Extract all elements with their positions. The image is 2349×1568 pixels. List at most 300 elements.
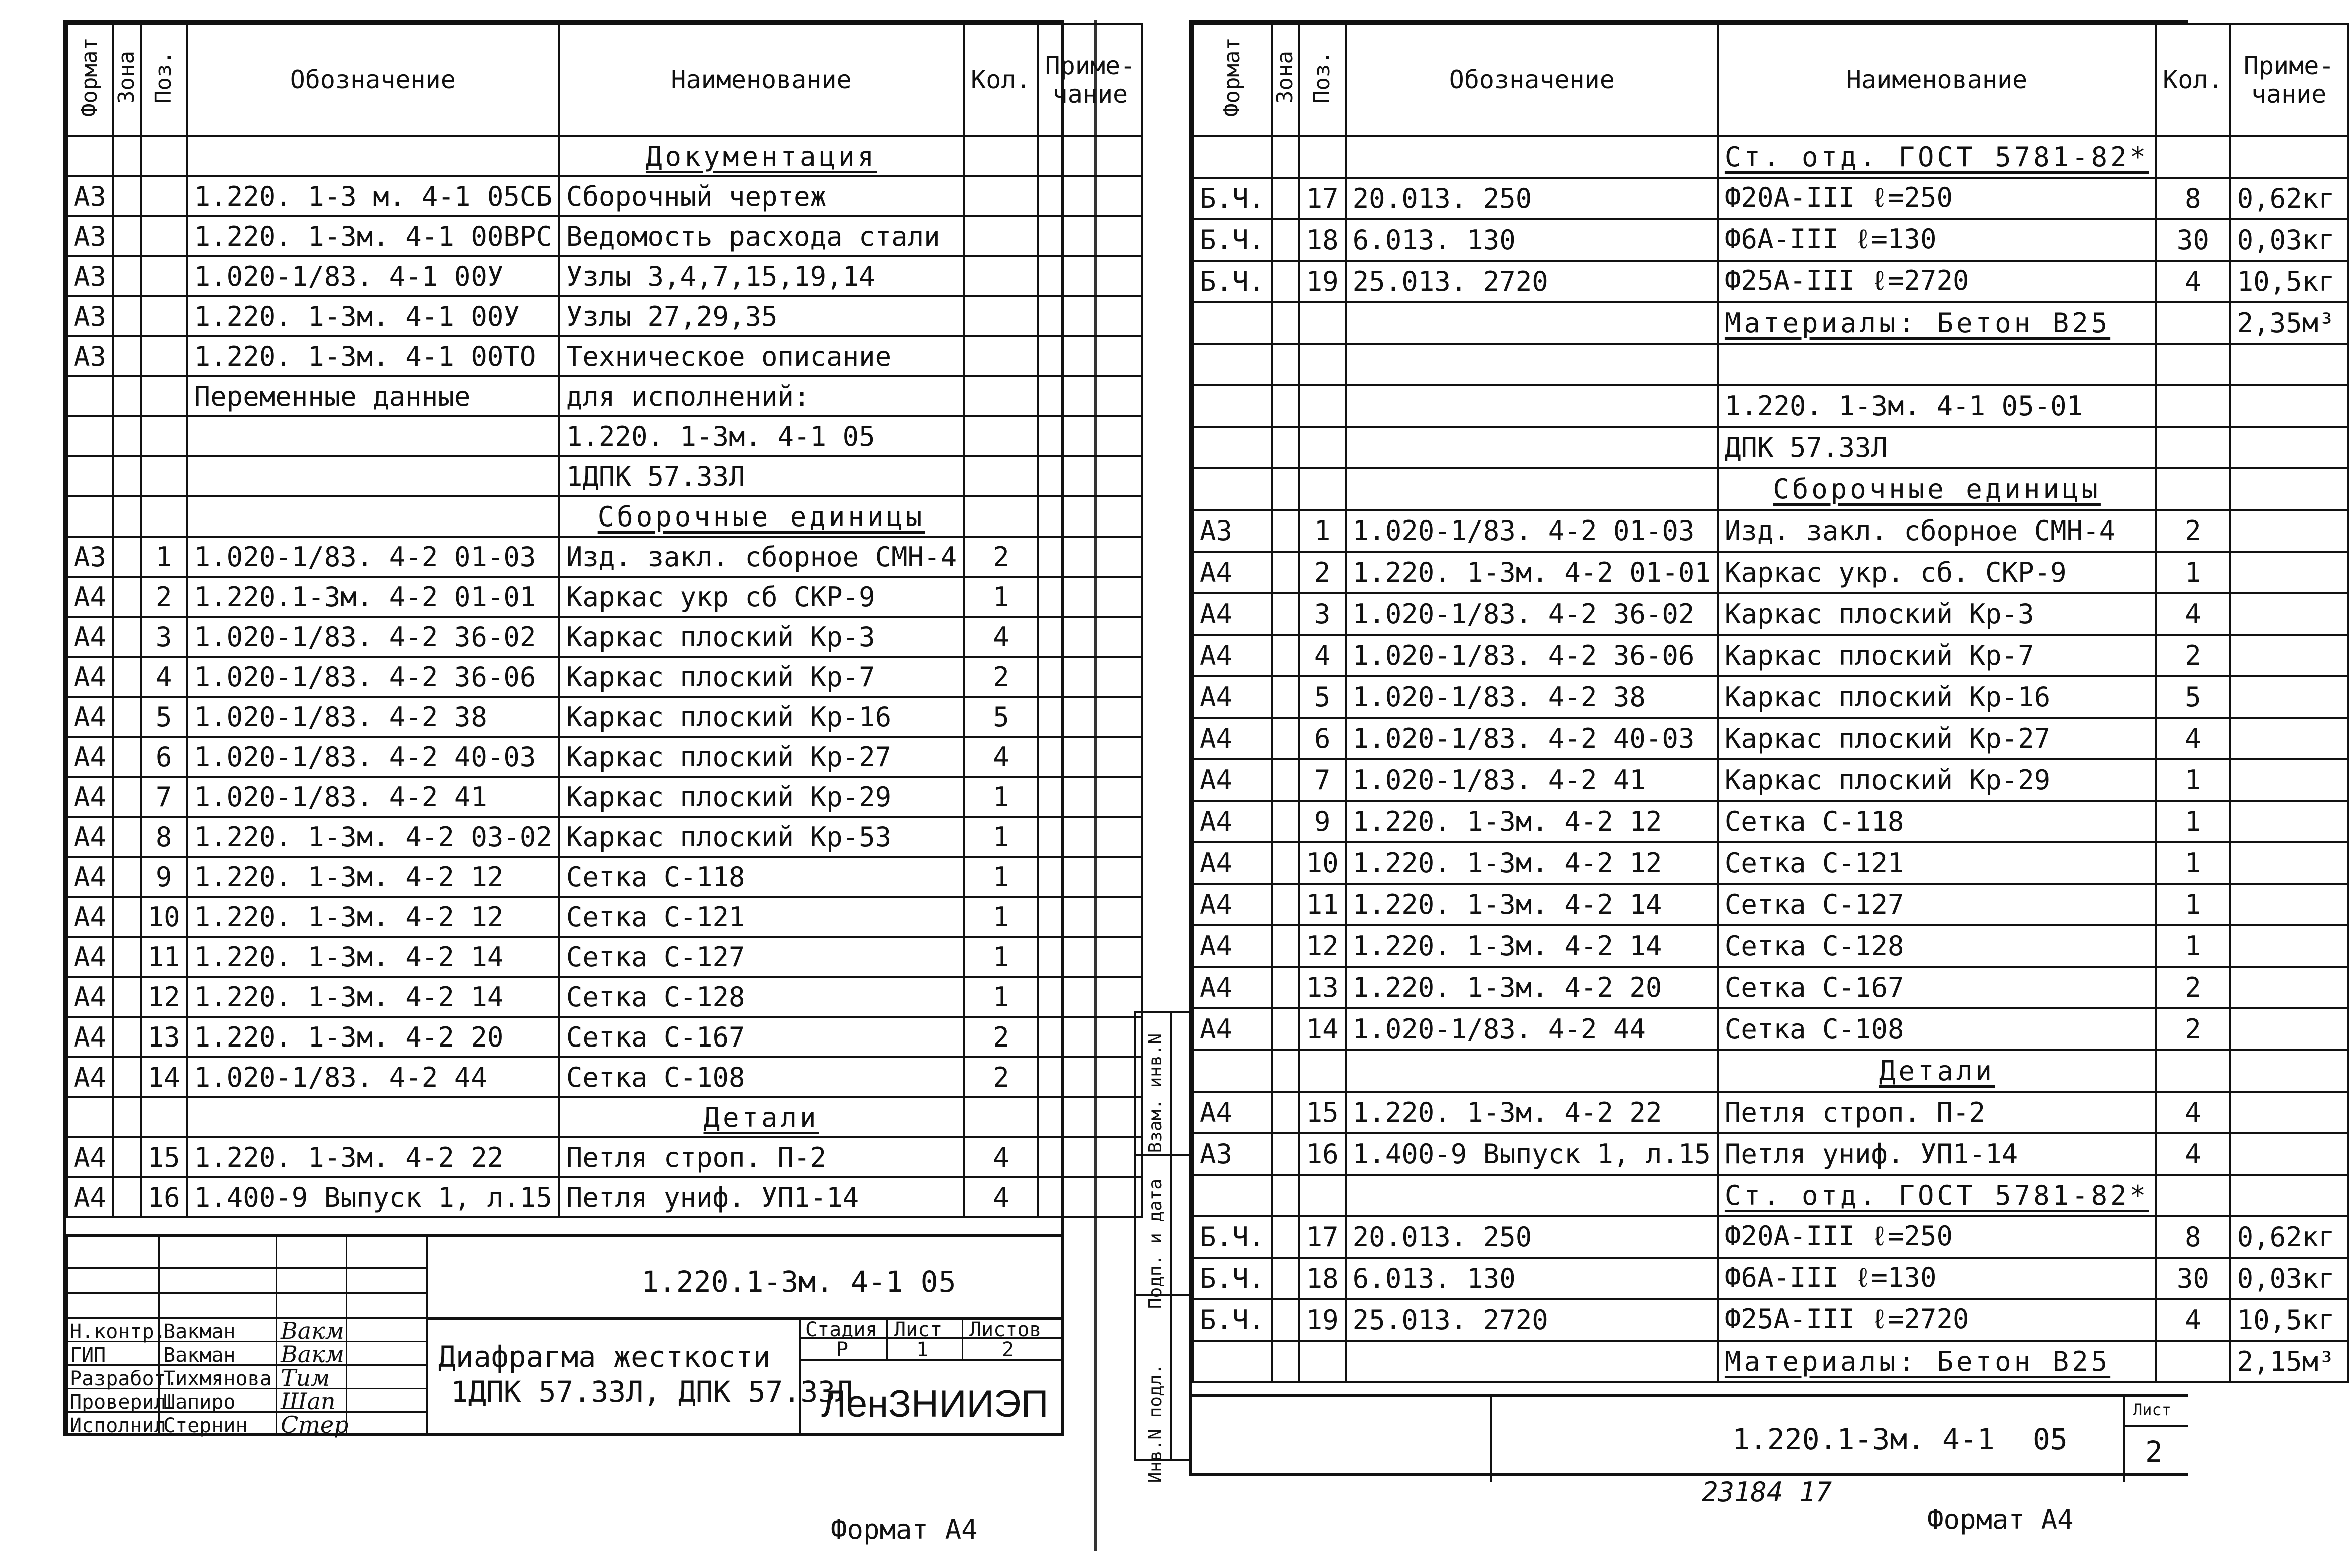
cell-name: Ф25А-III ℓ=2720 — [1718, 261, 2156, 302]
cell-qty — [2156, 136, 2230, 178]
cell-pos: 7 — [1299, 759, 1346, 801]
cell-designation: 1.020-1/83. 4-2 01-03 — [187, 537, 559, 577]
col-name-header: Наименование — [559, 24, 964, 136]
name-razrabotal: Тихмянова — [163, 1367, 272, 1390]
cell-note — [1038, 617, 1143, 657]
cell-pos — [141, 1097, 187, 1137]
cell-note — [1038, 136, 1143, 176]
cell-zone — [1272, 385, 1299, 427]
cell-note — [2230, 427, 2348, 468]
cell-format: A4 — [67, 937, 113, 977]
cell-format: A4 — [67, 977, 113, 1017]
cell-designation — [1346, 385, 1718, 427]
table-row — [1193, 676, 2348, 718]
cell-format — [67, 1097, 113, 1137]
cell-zone — [1272, 1133, 1299, 1175]
cell-pos — [141, 136, 187, 176]
table-row — [1193, 1092, 2348, 1133]
name-n-control: Вакман — [163, 1320, 236, 1343]
cell-pos: 11 — [141, 937, 187, 977]
cell-pos — [1299, 344, 1346, 385]
cell-note — [1038, 977, 1143, 1017]
cell-name: Документация — [559, 136, 964, 176]
cell-zone — [113, 416, 141, 456]
cell-pos — [141, 336, 187, 376]
table-row — [1193, 385, 2348, 427]
cell-qty — [964, 376, 1038, 416]
cell-pos: 18 — [1299, 219, 1346, 261]
cell-note — [2230, 1133, 2348, 1175]
sheet-label: Лист — [894, 1318, 943, 1341]
cell-qty — [964, 176, 1038, 216]
cell-designation — [187, 1097, 559, 1137]
cell-note — [2230, 967, 2348, 1008]
cell-name: 1.220. 1-3м. 4-1 05-01 — [1718, 385, 2156, 427]
cell-zone — [113, 1017, 141, 1057]
col-zone-header: Зона — [113, 24, 141, 136]
cell-zone — [113, 256, 141, 296]
cell-format: A4 — [1193, 801, 1272, 842]
cell-note — [1038, 1057, 1143, 1097]
cell-qty — [2156, 302, 2230, 344]
col-zone-header: Зона — [1272, 24, 1299, 136]
cell-qty — [964, 216, 1038, 256]
cell-name: Каркас плоский Кр-3 — [1718, 593, 2156, 635]
side-label-inv-podl: Инв.N подл. — [1145, 1364, 1166, 1483]
cell-pos: 14 — [1299, 1008, 1346, 1050]
cell-format: A3 — [67, 176, 113, 216]
role-gip: ГИП — [70, 1344, 106, 1367]
cell-designation — [187, 136, 559, 176]
cell-zone — [113, 216, 141, 256]
table-row — [67, 376, 1142, 416]
cell-name: Сетка С-167 — [559, 1017, 964, 1057]
cell-zone — [113, 897, 141, 937]
col-qty-header: Кол. — [2156, 24, 2230, 136]
table-row — [1193, 302, 2348, 344]
cell-pos — [1299, 1341, 1346, 1382]
drawing-title-line1: Диафрагма жесткости — [438, 1340, 771, 1374]
cell-name: Материалы: Бетон В25 — [1718, 1341, 2156, 1382]
cell-pos: 8 — [141, 817, 187, 857]
cell-note — [2230, 1008, 2348, 1050]
cell-format: A3 — [1193, 1133, 1272, 1175]
cell-format: A4 — [67, 817, 113, 857]
name-proveril: Шапиро — [163, 1391, 236, 1414]
cell-note: 10,5кг — [2230, 1299, 2348, 1341]
cell-qty — [964, 336, 1038, 376]
cell-qty — [2156, 468, 2230, 510]
table-row — [67, 857, 1142, 897]
cell-qty: 1 — [964, 857, 1038, 897]
cell-qty: 1 — [964, 777, 1038, 817]
cell-name: 1.220. 1-3м. 4-1 05 — [559, 416, 964, 456]
cell-qty — [2156, 427, 2230, 468]
stage-label: Стадия — [805, 1318, 878, 1341]
cell-name: Изд. закл. сборное СМН-4 — [559, 537, 964, 577]
cell-zone — [1272, 1216, 1299, 1258]
cell-zone — [1272, 759, 1299, 801]
cell-qty: 4 — [2156, 1133, 2230, 1175]
cell-designation — [1346, 136, 1718, 178]
right-title-block — [1192, 1394, 2188, 1479]
cell-zone — [1272, 552, 1299, 593]
cell-designation — [1346, 468, 1718, 510]
cell-name: Материалы: Бетон В25 — [1718, 302, 2156, 344]
cell-note: 0,03кг — [2230, 1258, 2348, 1299]
cell-pos: 1 — [1299, 510, 1346, 552]
cell-pos: 3 — [1299, 593, 1346, 635]
role-ispolnil: Исполнил — [70, 1414, 166, 1437]
cell-name: Петля униф. УП1-14 — [1718, 1133, 2156, 1175]
cell-format — [1193, 302, 1272, 344]
table-row — [1193, 801, 2348, 842]
cell-note — [1038, 737, 1143, 777]
col-note-header: Приме- чание — [2230, 24, 2348, 136]
cell-zone — [1272, 1008, 1299, 1050]
cell-format: A3 — [67, 256, 113, 296]
cell-qty: 4 — [964, 1177, 1038, 1217]
cell-designation: 1.020-1/83. 4-1 00У — [187, 256, 559, 296]
cell-pos: 5 — [141, 697, 187, 737]
cell-format: A4 — [1193, 552, 1272, 593]
cell-name: Ф20А-III ℓ=250 — [1718, 1216, 2156, 1258]
cell-name: Ф25А-III ℓ=2720 — [1718, 1299, 2156, 1341]
table-header — [67, 24, 1142, 136]
table-row — [1193, 1175, 2348, 1216]
cell-designation: 1.220. 1-3м. 4-2 12 — [1346, 842, 1718, 884]
cell-format: A3 — [1193, 510, 1272, 552]
signature-n-control: Вакм — [281, 1317, 344, 1344]
cell-designation: 1.220. 1-3м. 4-2 03-02 — [187, 817, 559, 857]
cell-qty — [964, 136, 1038, 176]
signature-proveril: Шап — [281, 1388, 336, 1415]
cell-pos: 7 — [141, 777, 187, 817]
cell-designation — [187, 456, 559, 496]
signature-gip: Вакм — [281, 1341, 344, 1368]
cell-format — [67, 416, 113, 456]
table-row — [1193, 759, 2348, 801]
cell-name: Каркас плоский Кр-29 — [1718, 759, 2156, 801]
role-proveril: Проверил — [70, 1391, 166, 1414]
cell-name: Петля униф. УП1-14 — [559, 1177, 964, 1217]
table-row — [1193, 1133, 2348, 1175]
cell-zone — [113, 937, 141, 977]
cell-zone — [113, 697, 141, 737]
cell-format: A4 — [67, 577, 113, 617]
cell-name: Каркас плоский Кр-16 — [559, 697, 964, 737]
cell-note — [2230, 801, 2348, 842]
cell-qty — [964, 416, 1038, 456]
table-row — [1193, 842, 2348, 884]
cell-qty: 2 — [964, 1057, 1038, 1097]
cell-format: A4 — [1193, 759, 1272, 801]
cell-name: ДПК 57.33Л — [1718, 427, 2156, 468]
table-row — [67, 937, 1142, 977]
cell-designation — [1346, 1341, 1718, 1382]
table-row — [1193, 261, 2348, 302]
cell-note — [2230, 842, 2348, 884]
cell-name: Каркас плоский Кр-27 — [1718, 718, 2156, 759]
cell-zone — [1272, 967, 1299, 1008]
cell-note — [1038, 416, 1143, 456]
cell-zone — [1272, 925, 1299, 967]
cell-designation: 6.013. 130 — [1346, 1258, 1718, 1299]
cell-designation: 1.020-1/83. 4-2 36-06 — [187, 657, 559, 697]
cell-pos: 14 — [141, 1057, 187, 1097]
cell-name: Ведомость расхода стали — [559, 216, 964, 256]
signature-ispolnil: Стер — [281, 1411, 349, 1438]
cell-name: Сборочный чертеж — [559, 176, 964, 216]
table-row — [67, 577, 1142, 617]
cell-qty: 2 — [964, 657, 1038, 697]
table-row — [67, 1177, 1142, 1217]
right-sheet-label: Лист — [2133, 1400, 2172, 1419]
cell-zone — [113, 817, 141, 857]
cell-format — [1193, 468, 1272, 510]
col-note-header: Приме- чание — [1038, 24, 1143, 136]
cell-pos: 12 — [141, 977, 187, 1017]
table-row — [1193, 136, 2348, 178]
cell-pos: 4 — [1299, 635, 1346, 676]
cell-qty: 4 — [964, 737, 1038, 777]
cell-designation: 1.020-1/83. 4-2 38 — [1346, 676, 1718, 718]
cell-name: Сетка С-108 — [1718, 1008, 2156, 1050]
cell-pos — [141, 176, 187, 216]
cell-note — [2230, 136, 2348, 178]
cell-pos: 10 — [141, 897, 187, 937]
cell-format: A4 — [1193, 884, 1272, 925]
cell-name: Узлы 27,29,35 — [559, 296, 964, 336]
cell-pos: 16 — [1299, 1133, 1346, 1175]
cell-format: A3 — [67, 537, 113, 577]
cell-qty — [964, 296, 1038, 336]
table-row — [67, 456, 1142, 496]
col-pos-header: Поз. — [1299, 24, 1346, 136]
cell-pos — [1299, 1175, 1346, 1216]
cell-note — [1038, 336, 1143, 376]
cell-designation: 1.220. 1-3м. 4-1 00У — [187, 296, 559, 336]
table-row — [67, 296, 1142, 336]
cell-name: Узлы 3,4,7,15,19,14 — [559, 256, 964, 296]
cell-name: Сетка С-167 — [1718, 967, 2156, 1008]
cell-note — [1038, 376, 1143, 416]
cell-format — [67, 136, 113, 176]
cell-designation — [1346, 1175, 1718, 1216]
cell-note — [1038, 296, 1143, 336]
cell-pos — [141, 496, 187, 537]
cell-note — [1038, 777, 1143, 817]
table-row — [1193, 427, 2348, 468]
archive-number: 23184 17 — [1702, 1476, 1832, 1508]
cell-zone — [1272, 136, 1299, 178]
cell-pos: 3 — [141, 617, 187, 657]
col-pos-header: Поз. — [141, 24, 187, 136]
stage-value: Р — [836, 1338, 849, 1361]
cell-note — [2230, 1092, 2348, 1133]
cell-name: Изд. закл. сборное СМН-4 — [1718, 510, 2156, 552]
cell-pos: 9 — [1299, 801, 1346, 842]
cell-name: Каркас плоский Кр-16 — [1718, 676, 2156, 718]
spec-sheet-2 — [1189, 20, 2335, 1476]
cell-format: Б.Ч. — [1193, 1216, 1272, 1258]
cell-name: Детали — [1718, 1050, 2156, 1092]
cell-format: A4 — [67, 1137, 113, 1177]
cell-designation: 1.220. 1-3м. 4-1 00ВРС — [187, 216, 559, 256]
cell-qty — [2156, 1341, 2230, 1382]
format-caption-left: Формат А4 — [831, 1514, 978, 1545]
cell-format — [67, 376, 113, 416]
cell-zone — [1272, 801, 1299, 842]
cell-name: Каркас плоский Кр-27 — [559, 737, 964, 777]
name-gip: Вакман — [163, 1344, 236, 1367]
cell-format: A4 — [1193, 1092, 1272, 1133]
cell-note — [1038, 256, 1143, 296]
cell-format — [1193, 1050, 1272, 1092]
cell-note — [1038, 1137, 1143, 1177]
cell-zone — [113, 657, 141, 697]
cell-format: A3 — [67, 216, 113, 256]
cell-qty: 4 — [2156, 1092, 2230, 1133]
cell-format: A4 — [1193, 967, 1272, 1008]
table-row — [1193, 1050, 2348, 1092]
cell-name: Каркас плоский Кр-29 — [559, 777, 964, 817]
table-row — [1193, 219, 2348, 261]
table-row — [1193, 1008, 2348, 1050]
table-row — [67, 1057, 1142, 1097]
cell-name — [1718, 344, 2156, 385]
cell-designation: 1.220.1-3м. 4-2 01-01 — [187, 577, 559, 617]
side-label-vzam-inv: Взам. инв.N — [1145, 1033, 1166, 1153]
name-ispolnil: Стернин — [163, 1414, 248, 1437]
cell-name: Сетка С-127 — [559, 937, 964, 977]
cell-format: A4 — [67, 777, 113, 817]
cell-designation: 1.020-1/83. 4-2 44 — [1346, 1008, 1718, 1050]
format-caption-right: Формат А4 — [1927, 1504, 2074, 1535]
cell-format: A4 — [67, 657, 113, 697]
cell-zone — [1272, 468, 1299, 510]
cell-zone — [1272, 635, 1299, 676]
cell-pos: 16 — [141, 1177, 187, 1217]
cell-format: A4 — [67, 617, 113, 657]
cell-note — [1038, 496, 1143, 537]
cell-zone — [1272, 178, 1299, 219]
cell-name: Сетка С-118 — [1718, 801, 2156, 842]
table-row — [1193, 468, 2348, 510]
cell-format: Б.Ч. — [1193, 261, 1272, 302]
spec-sheet-1 — [63, 20, 1136, 1438]
cell-pos: 19 — [1299, 1299, 1346, 1341]
cell-qty: 1 — [2156, 801, 2230, 842]
cell-pos — [1299, 136, 1346, 178]
cell-zone — [1272, 261, 1299, 302]
cell-zone — [113, 537, 141, 577]
cell-designation: 1.220. 1-3м. 4-2 22 — [1346, 1092, 1718, 1133]
cell-qty: 1 — [964, 977, 1038, 1017]
col-format-header: Формат — [1193, 24, 1272, 136]
cell-designation: 1.220. 1-3м. 4-2 20 — [187, 1017, 559, 1057]
cell-zone — [1272, 427, 1299, 468]
spec-table-right-body — [1193, 24, 2348, 1382]
cell-name: Сетка С-118 — [559, 857, 964, 897]
cell-name: Сетка С-128 — [559, 977, 964, 1017]
cell-format: A4 — [1193, 842, 1272, 884]
cell-note — [1038, 657, 1143, 697]
cell-designation: 6.013. 130 — [1346, 219, 1718, 261]
cell-note — [1038, 857, 1143, 897]
cell-name: Сетка С-121 — [1718, 842, 2156, 884]
cell-zone — [113, 1177, 141, 1217]
table-row — [67, 496, 1142, 537]
cell-format: A4 — [67, 1017, 113, 1057]
cell-format: Б.Ч. — [1193, 1258, 1272, 1299]
cell-format — [67, 496, 113, 537]
doc-code: 1.220.1-3м. 4-1 05 — [641, 1265, 956, 1299]
cell-qty: 4 — [2156, 718, 2230, 759]
cell-qty: 2 — [2156, 510, 2230, 552]
cell-designation: 1.020-1/83. 4-2 36-06 — [1346, 635, 1718, 676]
cell-pos: 5 — [1299, 676, 1346, 718]
cell-format — [1193, 1175, 1272, 1216]
cell-zone — [1272, 510, 1299, 552]
table-row — [67, 1097, 1142, 1137]
cell-zone — [113, 1057, 141, 1097]
cell-designation: 1.020-1/83. 4-2 44 — [187, 1057, 559, 1097]
cell-designation: 1.220. 1-3м. 4-2 14 — [187, 937, 559, 977]
cell-format: A4 — [67, 857, 113, 897]
cell-note — [1038, 1177, 1143, 1217]
right-sheet-number: 2 — [2145, 1435, 2163, 1469]
cell-pos: 13 — [141, 1017, 187, 1057]
cell-qty: 4 — [964, 1137, 1038, 1177]
cell-zone — [1272, 1050, 1299, 1092]
cell-name: Сборочные единицы — [1718, 468, 2156, 510]
cell-designation: 1.020-1/83. 4-2 40-03 — [187, 737, 559, 777]
cell-format: A4 — [1193, 718, 1272, 759]
cell-designation — [1346, 344, 1718, 385]
cell-zone — [1272, 1341, 1299, 1382]
cell-format: A4 — [67, 897, 113, 937]
cell-format: A4 — [1193, 1008, 1272, 1050]
spec-table-left-body — [67, 24, 1142, 1217]
cell-format: A4 — [67, 697, 113, 737]
cell-note — [2230, 344, 2348, 385]
cell-qty: 1 — [964, 937, 1038, 977]
cell-qty: 2 — [964, 537, 1038, 577]
cell-note: 2,35м³ — [2230, 302, 2348, 344]
cell-qty — [964, 1097, 1038, 1137]
cell-zone — [113, 977, 141, 1017]
cell-designation: 1.220. 1-3м. 4-2 12 — [1346, 801, 1718, 842]
table-row — [1193, 510, 2348, 552]
cell-zone — [1272, 1092, 1299, 1133]
cell-name: Сетка С-127 — [1718, 884, 2156, 925]
cell-note — [1038, 176, 1143, 216]
cell-qty — [964, 256, 1038, 296]
cell-zone — [113, 136, 141, 176]
cell-format: A4 — [67, 1177, 113, 1217]
cell-qty: 1 — [2156, 759, 2230, 801]
table-row — [1193, 1299, 2348, 1341]
cell-note — [1038, 1097, 1143, 1137]
col-format-header: Формат — [67, 24, 113, 136]
spec-table-right — [1192, 23, 2349, 1383]
table-row — [67, 737, 1142, 777]
cell-qty — [2156, 1175, 2230, 1216]
cell-qty: 5 — [964, 697, 1038, 737]
cell-zone — [113, 176, 141, 216]
col-name-header: Наименование — [1718, 24, 2156, 136]
